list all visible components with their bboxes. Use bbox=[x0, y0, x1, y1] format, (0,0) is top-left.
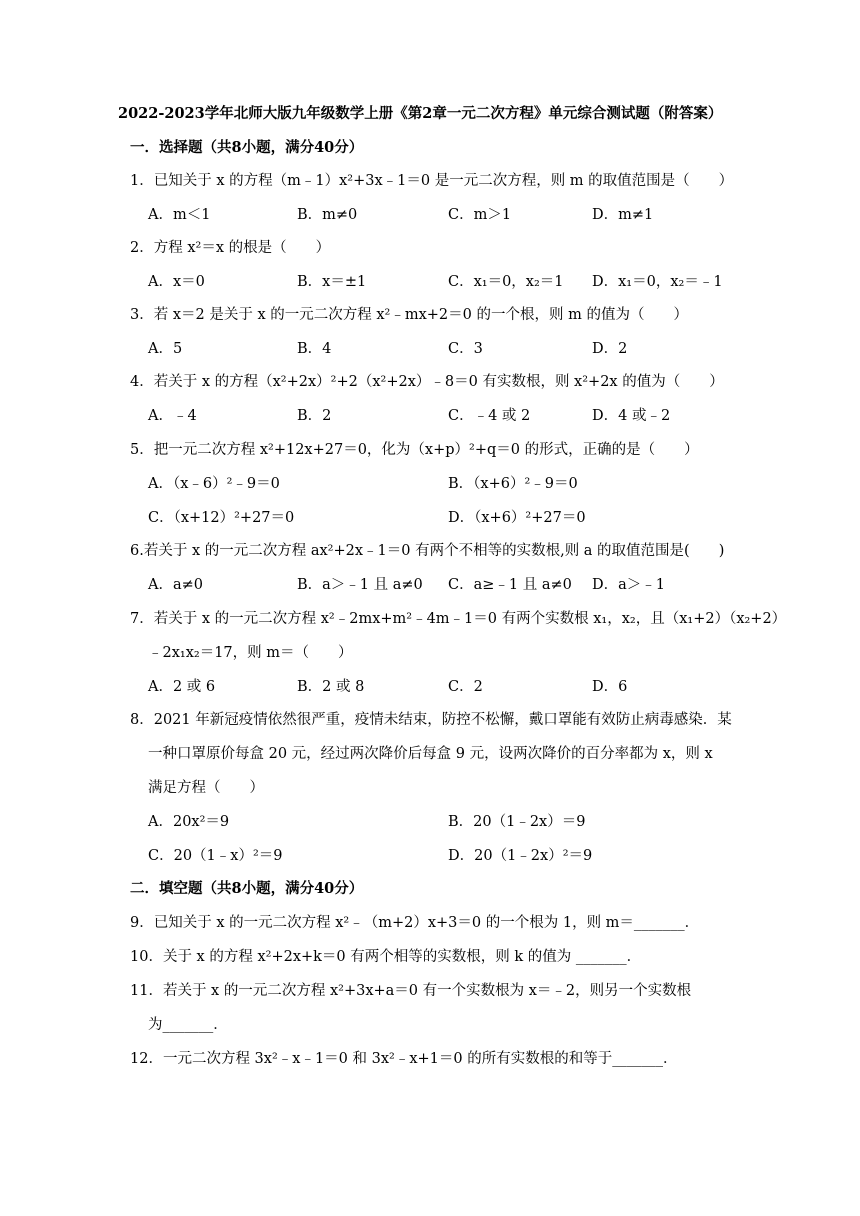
question-2-option-d: D．x₁＝0，x₂＝﹣1 bbox=[592, 274, 723, 290]
question-1-option-b: B．m≠0 bbox=[297, 207, 358, 223]
question-8-stem-continued-2: 满足方程（ ） bbox=[148, 780, 264, 796]
question-5-option-a: A．（x﹣6）²﹣9＝0 bbox=[148, 476, 280, 492]
question-8-stem-continued: 一种口罩原价每盒 20 元，经过两次降价后每盒 9 元，设两次降价的百分率都为 x，则 x bbox=[148, 746, 713, 762]
question-8-option-d: D．20（1﹣2x）²＝9 bbox=[448, 848, 593, 864]
question-1-option-d: D．m≠1 bbox=[592, 207, 654, 223]
question-6-option-d: D．a＞﹣1 bbox=[592, 577, 665, 593]
question-5-option-b: B．（x+6）²﹣9＝0 bbox=[448, 476, 578, 492]
question-4-option-b: B．2 bbox=[297, 408, 332, 424]
question-7-option-c: C．2 bbox=[448, 679, 483, 695]
document-title: 2022-2023学年北师大版九年级数学上册《第2章一元二次方程》单元综合测试题（附答案） bbox=[118, 105, 723, 122]
question-7-option-a: A．2 或 6 bbox=[148, 679, 216, 695]
question-10-stem: 10．关于 x 的方程 x²+2x+k＝0 有两个相等的实数根，则 k 的值为 _______． bbox=[130, 949, 642, 965]
question-5-stem: 5．把一元二次方程 x²+12x+27＝0，化为（x+p）²+q＝0 的形式，正确的是（ ） bbox=[130, 442, 699, 458]
question-3-stem: 3．若 x＝2 是关于 x 的一元二次方程 x²﹣mx+2＝0 的一个根，则 m 的值为（ ） bbox=[130, 307, 688, 323]
question-6-option-b: B．a＞﹣1 且 a≠0 bbox=[297, 577, 423, 593]
question-6-stem: 6.若关于 x 的一元二次方程 ax²+2x﹣1＝0 有两个不相等的实数根,则 a 的取值范围是( ) bbox=[130, 543, 725, 559]
question-1-option-a: A．m＜1 bbox=[148, 207, 211, 223]
question-12-stem: 12．一元二次方程 3x²﹣x﹣1＝0 和 3x²﹣x+1＝0 的所有实数根的和等于_______． bbox=[130, 1051, 678, 1067]
question-2-option-a: A．x＝0 bbox=[148, 274, 205, 290]
question-5-option-d: D．（x+6）²+27＝0 bbox=[448, 510, 586, 526]
question-8-option-c: C．20（1﹣x）²＝9 bbox=[148, 848, 283, 864]
question-2-stem: 2．方程 x²＝x 的根是（ ） bbox=[130, 240, 331, 256]
question-7-option-b: B．2 或 8 bbox=[297, 679, 365, 695]
question-3-option-d: D．2 bbox=[592, 341, 628, 357]
question-6-option-a: A．a≠0 bbox=[148, 577, 203, 593]
question-8-stem: 8．2021 年新冠疫情依然很严重，疫情未结束，防控不松懈，戴口罩能有效防止病毒感染．某 bbox=[130, 712, 732, 728]
question-4-stem: 4．若关于 x 的方程（x²+2x）²+2（x²+2x）﹣8＝0 有实数根，则 x²+2x 的值为（ ） bbox=[130, 374, 724, 390]
question-7-stem: 7．若关于 x 的一元二次方程 x²﹣2mx+m²﹣4m﹣1＝0 有两个实数根 x₁，x₂，且（x₁+2）（x₂+2） bbox=[130, 611, 787, 627]
question-4-option-d: D．4 或﹣2 bbox=[592, 408, 671, 424]
question-9-stem: 9．已知关于 x 的一元二次方程 x²﹣（m+2）x+3＝0 的一个根为 1，则 m＝_______． bbox=[130, 915, 700, 931]
question-4-option-c: C．﹣4 或 2 bbox=[448, 408, 531, 424]
question-2-option-b: B．x＝±1 bbox=[297, 274, 367, 290]
question-11-stem-continued: 为_______． bbox=[148, 1017, 228, 1033]
question-3-option-b: B．4 bbox=[297, 341, 332, 357]
section-heading-fill-blank: 二．填空题（共8小题，满分40分） bbox=[130, 880, 364, 897]
question-8-option-a: A．20x²＝9 bbox=[148, 814, 230, 830]
question-2-option-c: C．x₁＝0，x₂＝1 bbox=[448, 274, 564, 290]
question-4-option-a: A．﹣4 bbox=[148, 408, 197, 424]
section-heading-choice: 一．选择题（共8小题，满分40分） bbox=[130, 139, 364, 156]
question-8-option-b: B．20（1﹣2x）＝9 bbox=[448, 814, 586, 830]
question-5-option-c: C．（x+12）²+27＝0 bbox=[148, 510, 295, 526]
question-1-option-c: C．m＞1 bbox=[448, 207, 512, 223]
question-3-option-a: A．5 bbox=[148, 341, 183, 357]
question-6-option-c: C．a≥﹣1 且 a≠0 bbox=[448, 577, 572, 593]
question-7-option-d: D．6 bbox=[592, 679, 628, 695]
question-7-stem-continued: ﹣2x₁x₂＝17，则 m＝（ ） bbox=[148, 645, 353, 661]
question-3-option-c: C．3 bbox=[448, 341, 483, 357]
question-1-stem: 1．已知关于 x 的方程（m﹣1）x²+3x﹣1＝0 是一元二次方程，则 m 的取值范围是（ ） bbox=[130, 173, 734, 189]
question-11-stem: 11．若关于 x 的一元二次方程 x²+3x+a＝0 有一个实数根为 x＝﹣2，则另一个实数根 bbox=[130, 983, 692, 999]
